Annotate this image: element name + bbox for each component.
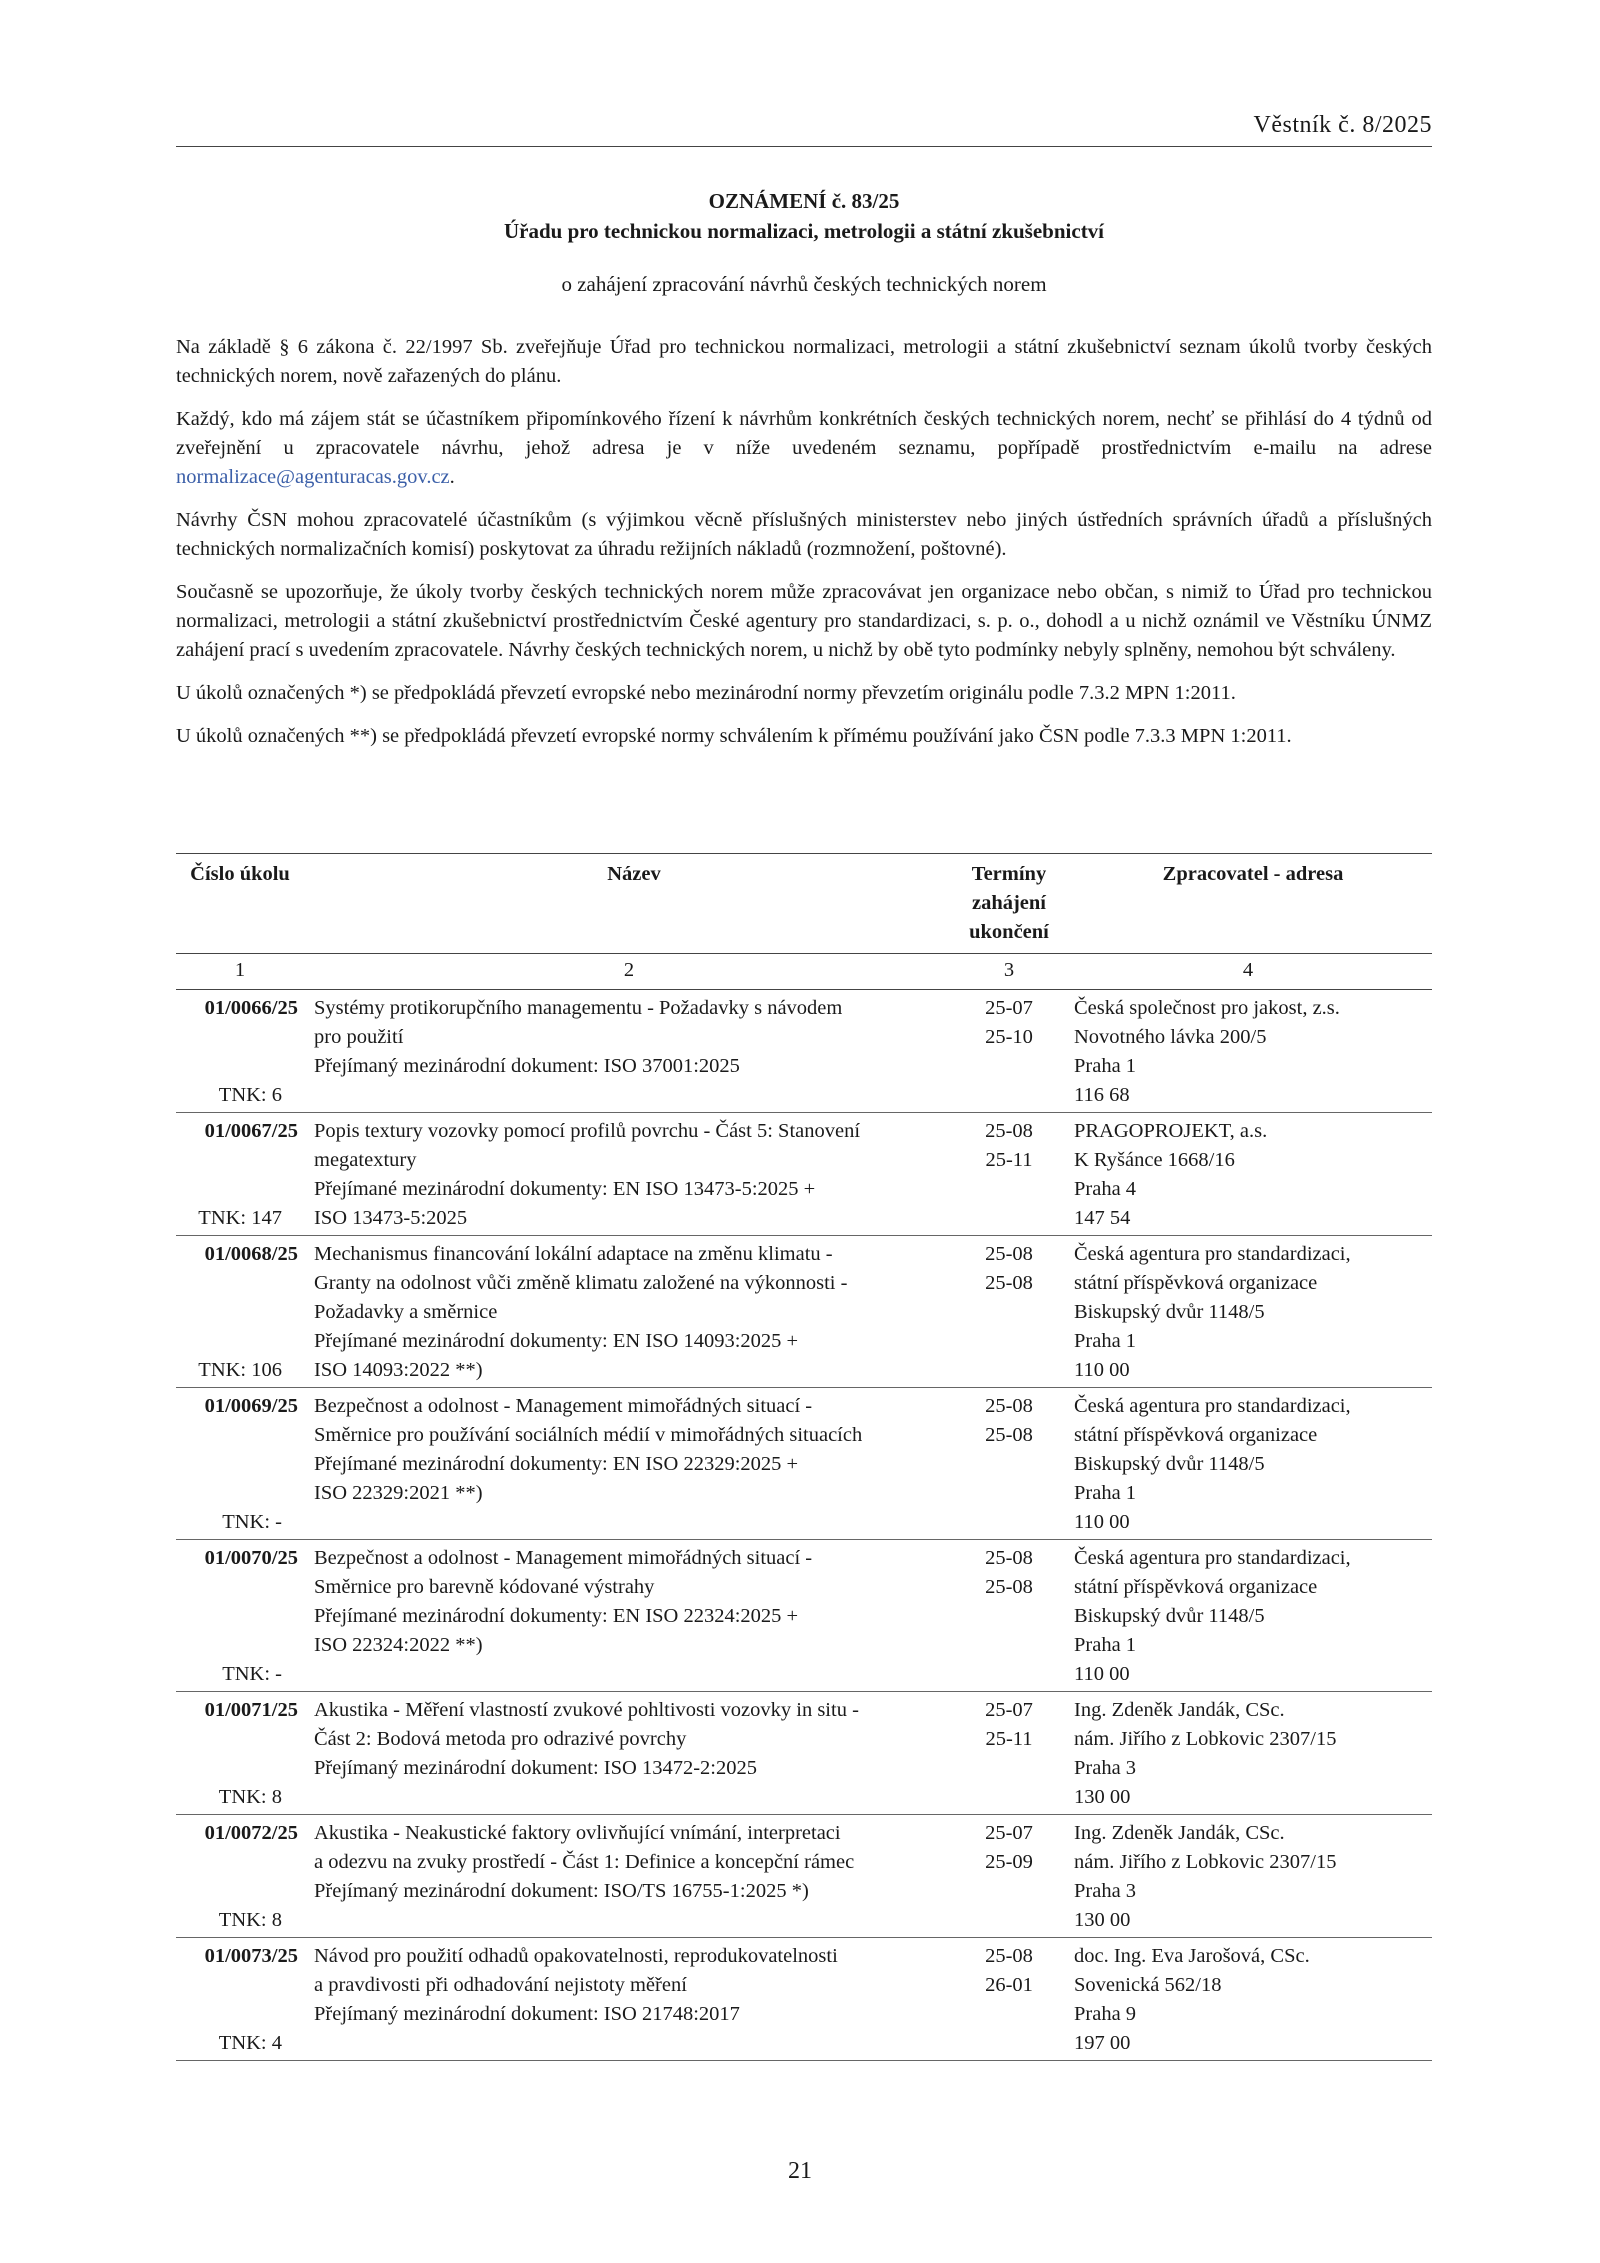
task-id-cell — [176, 1540, 304, 1692]
task-name-line: Bezpečnost a odolnost - Management mimořádných situací - — [314, 1395, 813, 1417]
task-id-cell — [176, 990, 304, 1113]
task-date-end: 25-08 — [985, 1576, 1033, 1598]
processor-address-line: státní příspěvková organizace — [1074, 1424, 1318, 1446]
tnk-label: TNK: 8 — [218, 1909, 282, 1931]
processor-address-line: nám. Jiřího z Lobkovic 2307/15 — [1074, 1728, 1337, 1750]
paragraph-4: Současně se upozorňuje, že úkoly tvorby českých technických norem může zpracovávat jen organizace nebo občan, s nimiž to Úřad pro technickou normalizaci, metrologii a státní zkušebnictví prostřednictvím České agentury pro standardizaci, s. p. o., dohodl a u nichž oznámil ve Věstníku ÚNMZ zahájení prací s uvedením zpracovatele. Návrhy českých technických norem, u nichž by obě tyto podmínky nebyly splněny, nemohou být schváleny. — [176, 581, 1432, 661]
processor-address-line: nám. Jiřího z Lobkovic 2307/15 — [1074, 1851, 1337, 1873]
paragraph-5: U úkolů označených *) se předpokládá převzetí evropské nebo mezinárodní normy převzetím originálu podle 7.3.2 MPN 1:2011. — [176, 682, 1236, 704]
table-row — [176, 1113, 1432, 1236]
task-processor-cell — [1064, 1236, 1432, 1388]
task-date-start: 25-07 — [985, 1822, 1033, 1844]
processor-address-line: doc. Ing. Eva Jarošová, CSc. — [1074, 1945, 1310, 1967]
task-dates-cell — [954, 1388, 1064, 1540]
table-row — [176, 1388, 1432, 1540]
processor-address-line: Praha 1 — [1074, 1055, 1137, 1077]
table-row — [176, 1540, 1432, 1692]
task-dates-cell — [954, 990, 1064, 1113]
tnk-label: TNK: - — [222, 1511, 282, 1533]
task-name-cell — [304, 1540, 954, 1692]
task-date-start: 25-08 — [985, 1120, 1033, 1142]
column-number: 1 — [176, 954, 304, 990]
task-name-cell — [304, 1388, 954, 1540]
task-name-line: Přejímané mezinárodní dokumenty: EN ISO 14093:2025 + — [314, 1330, 799, 1352]
processor-address-line: Praha 3 — [1074, 1757, 1137, 1779]
table-row — [176, 990, 1432, 1113]
paragraph-6: U úkolů označených **) se předpokládá převzetí evropské normy schválením k přímému používání jako ČSN podle 7.3.3 MPN 1:2011. — [176, 725, 1292, 747]
processor-address-line: 130 00 — [1074, 1909, 1131, 1931]
task-id-cell — [176, 1815, 304, 1938]
paragraph-2-end: . — [449, 466, 455, 488]
spacer — [176, 1269, 304, 1298]
processor-address-line: Praha 9 — [1074, 2003, 1137, 2025]
task-name-line: ISO 22329:2021 **) — [314, 1482, 483, 1504]
task-date-start: 25-08 — [985, 1395, 1033, 1417]
spacer — [176, 1298, 304, 1327]
processor-address-line: 110 00 — [1074, 1359, 1130, 1381]
processor-address-line: Ing. Zdeněk Jandák, CSc. — [1074, 1699, 1285, 1721]
task-date-end: 25-09 — [985, 1851, 1033, 1873]
processor-address-line: Biskupský dvůr 1148/5 — [1074, 1301, 1265, 1323]
task-name-line: Akustika - Měření vlastností zvukové pohltivosti vozovky in situ - — [314, 1699, 859, 1721]
task-dates-cell — [954, 1236, 1064, 1388]
task-dates-cell — [954, 1815, 1064, 1938]
spacer — [176, 1479, 304, 1508]
processor-address-line: 110 00 — [1074, 1663, 1130, 1685]
task-id: 01/0066/25 — [204, 997, 298, 1019]
task-dates-cell — [954, 1692, 1064, 1815]
spacer — [176, 1602, 304, 1631]
processor-address-line: Ing. Zdeněk Jandák, CSc. — [1074, 1822, 1285, 1844]
tnk-label: TNK: 147 — [198, 1207, 282, 1229]
paragraph-1: Na základě § 6 zákona č. 22/1997 Sb. zveřejňuje Úřad pro technickou normalizaci, metrologii a státní zkušebnictví seznam úkolů tvorby českých technických norem, nově zařazených do plánu. — [176, 336, 1432, 387]
processor-address-line: 197 00 — [1074, 2032, 1131, 2054]
tnk-label: TNK: 106 — [198, 1359, 282, 1381]
header-name: Název — [607, 863, 661, 885]
task-name-line: Popis textury vozovky pomocí profilů povrchu - Část 5: Stanovení — [314, 1120, 861, 1142]
task-name-line: Směrnice pro používání sociálních médií v mimořádných situacích — [314, 1424, 863, 1446]
task-processor-cell — [1064, 1113, 1432, 1236]
task-date-end: 25-08 — [985, 1424, 1033, 1446]
task-processor-cell — [1064, 1388, 1432, 1540]
task-processor-cell — [1064, 990, 1432, 1113]
column-number-row — [176, 954, 1432, 990]
processor-address-line: Česká agentura pro standardizaci, — [1074, 1243, 1351, 1265]
task-id: 01/0068/25 — [204, 1243, 298, 1265]
task-name-line: Systémy protikorupčního managementu - Požadavky s návodem — [314, 997, 843, 1019]
processor-address-line: 130 00 — [1074, 1786, 1131, 1808]
task-name-cell — [304, 990, 954, 1113]
spacer — [176, 1877, 304, 1906]
task-name-line: Granty na odolnost vůči změně klimatu založené na výkonnosti - — [314, 1272, 848, 1294]
page-number: 21 — [788, 2158, 812, 2184]
task-id-cell — [176, 1388, 304, 1540]
processor-address-line: Novotného lávka 200/5 — [1074, 1026, 1267, 1048]
header-dates — [954, 854, 1064, 954]
processor-address-line: Česká společnost pro jakost, z.s. — [1074, 997, 1340, 1019]
processor-address-line: Praha 4 — [1074, 1178, 1137, 1200]
task-id: 01/0070/25 — [204, 1547, 298, 1569]
spacer — [176, 1175, 304, 1204]
task-name-cell — [304, 1815, 954, 1938]
column-number: 4 — [1064, 954, 1432, 990]
header-task-number: Číslo úkolu — [190, 863, 290, 885]
task-date-start: 25-08 — [985, 1547, 1033, 1569]
intro-text — [176, 333, 1432, 765]
tasks-table — [176, 853, 1432, 2061]
task-name-line: Přejímané mezinárodní dokumenty: EN ISO 22324:2025 + — [314, 1605, 799, 1627]
announcement-subject: o zahájení zpracování návrhů českých technických norem — [561, 272, 1047, 296]
task-name-cell — [304, 1236, 954, 1388]
task-name-cell — [304, 1692, 954, 1815]
task-name-line: Přejímaný mezinárodní dokument: ISO 37001:2025 — [314, 1055, 740, 1077]
processor-address-line: Praha 1 — [1074, 1482, 1137, 1504]
tnk-label: TNK: 8 — [218, 1786, 282, 1808]
task-name-line: Návod pro použití odhadů opakovatelnosti, reprodukovatelnosti — [314, 1945, 838, 1967]
task-id: 01/0073/25 — [204, 1945, 298, 1967]
task-id-cell — [176, 1938, 304, 2061]
spacer — [176, 1725, 304, 1754]
paragraph-2-text: Každý, kdo má zájem stát se účastníkem připomínkového řízení k návrhům konkrétních českých technických norem, nechť se přihlásí do 4 týdnů od zveřejnění u zpracovatele návrhu, jehož adresa je v níže uvedeném seznamu, popřípadě prostřednictvím e-mailu na adrese — [176, 408, 1432, 459]
processor-address-line: 147 54 — [1074, 1207, 1131, 1229]
paragraph-3: Návrhy ČSN mohou zpracovatelé účastníkům (s výjimkou věcně příslušných ministerstev nebo jiných ústředních správních úřadů a příslušných technických normalizačních komisí) poskytovat za úhradu režijních nákladů (rozmnožení, poštovné). — [176, 509, 1432, 560]
task-date-end: 25-10 — [985, 1026, 1033, 1048]
announcement-authority: Úřadu pro technickou normalizaci, metrologii a státní zkušebnictví — [503, 219, 1105, 243]
task-name-line: ISO 13473-5:2025 — [314, 1207, 468, 1229]
table-row — [176, 1815, 1432, 1938]
column-number: 3 — [954, 954, 1064, 990]
announcement-title-block — [176, 186, 1432, 246]
task-name-line: Přejímaný mezinárodní dokument: ISO 13472-2:2025 — [314, 1757, 757, 1779]
processor-address-line: státní příspěvková organizace — [1074, 1576, 1318, 1598]
header-dates-line2: zahájení — [971, 892, 1047, 914]
task-id-cell — [176, 1236, 304, 1388]
task-id: 01/0071/25 — [204, 1699, 298, 1721]
table-row — [176, 1236, 1432, 1388]
processor-address-line: Sovenická 562/18 — [1074, 1974, 1222, 1996]
processor-address-line: Česká agentura pro standardizaci, — [1074, 1395, 1351, 1417]
task-id: 01/0069/25 — [204, 1395, 298, 1417]
task-name-line: pro použití — [314, 1026, 404, 1048]
processor-address-line: K Ryšánce 1668/16 — [1074, 1149, 1235, 1171]
spacer — [176, 2000, 304, 2029]
table-row — [176, 1692, 1432, 1815]
task-name-line: Přejímaný mezinárodní dokument: ISO 21748:2017 — [314, 2003, 740, 2025]
task-date-end: 26-01 — [985, 1974, 1033, 1996]
processor-address-line: Praha 1 — [1074, 1634, 1137, 1656]
processor-address-line: Biskupský dvůr 1148/5 — [1074, 1453, 1265, 1475]
task-date-end: 25-08 — [985, 1272, 1033, 1294]
task-date-start: 25-07 — [985, 997, 1033, 1019]
task-name-line: ISO 14093:2022 **) — [314, 1359, 483, 1381]
spacer — [176, 1631, 304, 1660]
announcement-title: OZNÁMENÍ č. 83/25 — [708, 189, 900, 213]
task-name-line: Přejímané mezinárodní dokumenty: EN ISO 13473-5:2025 + — [314, 1178, 816, 1200]
task-processor-cell — [1064, 1815, 1432, 1938]
task-name-line: Část 2: Bodová metoda pro odrazivé povrchy — [314, 1728, 687, 1750]
task-name-line: Mechanismus financování lokální adaptace na změnu klimatu - — [314, 1243, 833, 1265]
processor-address-line: PRAGOPROJEKT, a.s. — [1074, 1120, 1268, 1142]
spacer — [176, 1848, 304, 1877]
task-name-line: Směrnice pro barevně kódované výstrahy — [314, 1576, 655, 1598]
tasks-body — [176, 990, 1432, 2061]
task-name-line: Přejímané mezinárodní dokumenty: EN ISO 22329:2025 + — [314, 1453, 799, 1475]
page-header — [176, 110, 1432, 147]
processor-address-line: Praha 1 — [1074, 1330, 1137, 1352]
task-name-line: Akustika - Neakustické faktory ovlivňující vnímání, interpretaci — [314, 1822, 841, 1844]
task-processor-cell — [1064, 1692, 1432, 1815]
spacer — [176, 1327, 304, 1356]
task-date-end: 25-11 — [985, 1149, 1033, 1171]
task-dates-cell — [954, 1113, 1064, 1236]
header-dates-line1: Termíny — [971, 863, 1047, 885]
spacer — [176, 1052, 304, 1081]
column-number: 2 — [304, 954, 954, 990]
task-processor-cell — [1064, 1938, 1432, 2061]
task-processor-cell — [1064, 1540, 1432, 1692]
table-header-row — [176, 854, 1432, 954]
email-link[interactable]: normalizace@agenturacas.gov.cz — [176, 466, 450, 488]
task-name-line: ISO 22324:2022 **) — [314, 1634, 483, 1656]
tnk-label: TNK: 4 — [218, 2032, 282, 2054]
task-id: 01/0067/25 — [204, 1120, 298, 1142]
task-id-cell — [176, 1113, 304, 1236]
tnk-label: TNK: 6 — [218, 1084, 282, 1106]
header-dates-line3: ukončení — [969, 921, 1049, 943]
processor-address-line: státní příspěvková organizace — [1074, 1272, 1318, 1294]
task-name-line: a odezvu na zvuky prostředí - Část 1: Definice a koncepční rámec — [314, 1851, 855, 1873]
task-dates-cell — [954, 1938, 1064, 2061]
spacer — [176, 1421, 304, 1450]
table-row — [176, 1938, 1432, 2061]
spacer — [176, 1023, 304, 1052]
task-date-start: 25-08 — [985, 1243, 1033, 1265]
tnk-label: TNK: - — [222, 1663, 282, 1685]
task-name-line: a pravdivosti při odhadování nejistoty měření — [314, 1974, 687, 1996]
task-date-end: 25-11 — [985, 1728, 1033, 1750]
task-dates-cell — [954, 1540, 1064, 1692]
task-id-cell — [176, 1692, 304, 1815]
task-date-start: 25-07 — [985, 1699, 1033, 1721]
task-date-start: 25-08 — [985, 1945, 1033, 1967]
task-name-line: megatextury — [314, 1149, 417, 1171]
paragraph-2 — [176, 405, 1432, 492]
journal-issue: Věstník č. 8/2025 — [1253, 112, 1432, 138]
processor-address-line: 116 68 — [1074, 1084, 1130, 1106]
spacer — [176, 1450, 304, 1479]
spacer — [176, 1146, 304, 1175]
spacer — [176, 1971, 304, 2000]
task-name-line: Přejímaný mezinárodní dokument: ISO/TS 16755-1:2025 *) — [314, 1880, 809, 1902]
header-processor: Zpracovatel - adresa — [1162, 863, 1344, 885]
processor-address-line: Biskupský dvůr 1148/5 — [1074, 1605, 1265, 1627]
spacer — [176, 1754, 304, 1783]
task-name-cell — [304, 1113, 954, 1236]
task-name-cell — [304, 1938, 954, 2061]
processor-address-line: Praha 3 — [1074, 1880, 1137, 1902]
task-name-line: Bezpečnost a odolnost - Management mimořádných situací - — [314, 1547, 813, 1569]
spacer — [176, 1573, 304, 1602]
processor-address-line: Česká agentura pro standardizaci, — [1074, 1547, 1351, 1569]
task-id: 01/0072/25 — [204, 1822, 298, 1844]
task-name-line: Požadavky a směrnice — [314, 1301, 498, 1323]
processor-address-line: 110 00 — [1074, 1511, 1130, 1533]
